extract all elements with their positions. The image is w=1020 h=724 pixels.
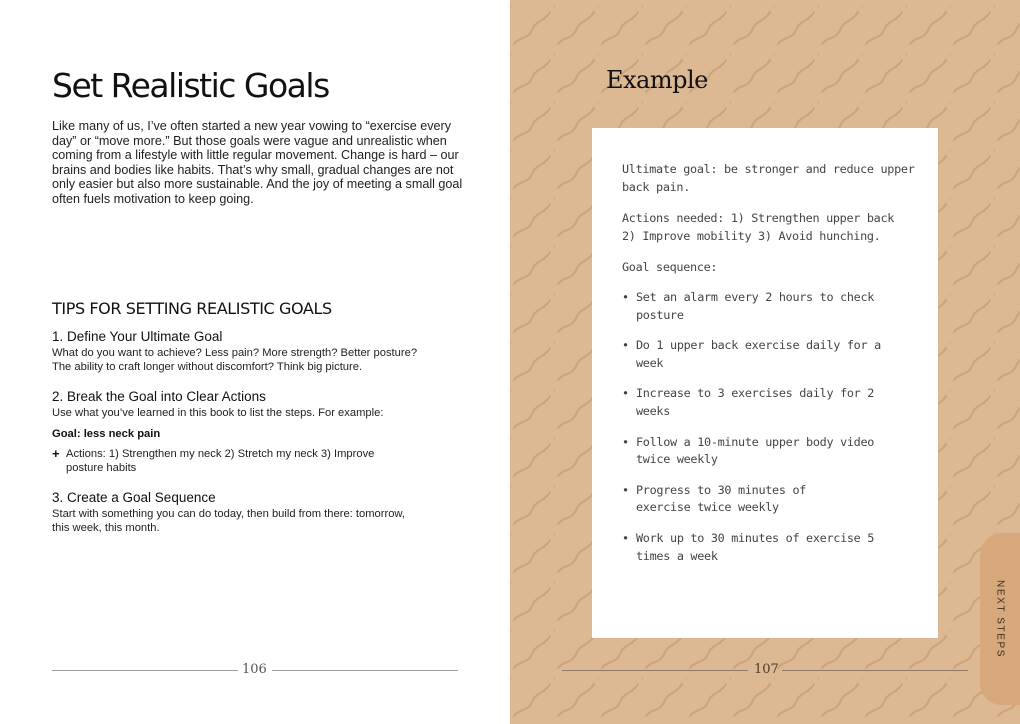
tip-define-goal [52,329,462,375]
example-title: Example [606,66,708,94]
list-item-text: Do 1 upper back exercise daily for a week [636,338,881,370]
page-number: 106 [242,662,267,677]
next-steps-tab-label: NEXT STEPS [994,579,1006,659]
footer-rule-right [272,670,458,671]
list-item [622,482,866,517]
list-item [622,289,912,324]
list-item [622,530,906,565]
goal-sequence-label: Goal sequence: [622,260,718,274]
ultimate-goal-text: Ultimate goal: be stronger and reduce upper back pain. [622,162,915,194]
list-item-text: Progress to 30 minutes of exercise twice weekly [636,482,807,515]
tip-body: Start with something you can do today, then build from there: tomorrow, this week, this month. [52,508,406,534]
footer-rule-right [782,670,968,671]
actions-text: Actions: 1) Strengthen my neck 2) Stretch my neck 3) Improve posture habits [66,447,375,474]
bullet-icon: • [622,338,629,353]
tip-body: What do you want to achieve? Less pain? More strength? Better posture? The ability to craft longer without discomfort? Think big picture. [52,347,418,373]
bullet-icon: • [622,386,629,401]
list-item [622,434,876,469]
tip-title: 1. Define Your Ultimate Goal [52,329,223,344]
tips-heading: TIPS FOR SETTING REALISTIC GOALS [52,299,332,318]
tip-break-goal [52,389,462,475]
right-page [510,0,1020,724]
actions-example [52,445,386,476]
bullet-icon: • [622,482,629,497]
bullet-icon: • [622,290,629,304]
tip-title: 2. Break the Goal into Clear Actions [52,389,266,404]
actions-needed-text: Actions needed: 1) Strengthen upper back 2) Improve mobility 3) Avoid hunching. [622,211,895,243]
list-item-text: Follow a 10-minute upper body video twice weekly [636,434,875,467]
list-item [622,385,912,420]
list-item-text: Work up to 30 minutes of exercise 5 times a week [636,530,875,563]
intro-paragraph: Like many of us, I’ve often started a new year vowing to “exercise every day” or “move more.” But those goals were vague and unrealistic when coming from a lifestyle with little regular movement. Change is hard – our brains and bodies like habits. That’s why small, gradual changes are not only easier but also more sustainable. And the joy of meeting a small goal often fuels motivation to keep going. [52,119,463,206]
list-item [622,337,912,372]
list-item-text: Set an alarm every 2 hours to check posture [636,290,875,322]
bullet-icon: • [622,530,629,545]
next-steps-tab[interactable] [980,533,1020,705]
footer-rule-left [52,670,238,671]
page-title: Set Realistic Goals [52,66,329,105]
example-card [592,128,938,638]
tip-goal-sequence [52,490,462,536]
goal-sequence-list [622,289,912,578]
tip-title: 3. Create a Goal Sequence [52,490,216,505]
tip-body: Use what you’ve learned in this book to list the steps. For example: [52,407,384,419]
list-item-text: Increase to 3 exercises daily for 2 weeks [636,386,875,418]
plus-icon: + [52,445,60,461]
bullet-icon: • [622,434,629,449]
footer-rule-left [562,670,748,671]
goal-example-label: Goal: less neck pain [52,427,161,440]
page-number: 107 [754,662,779,677]
